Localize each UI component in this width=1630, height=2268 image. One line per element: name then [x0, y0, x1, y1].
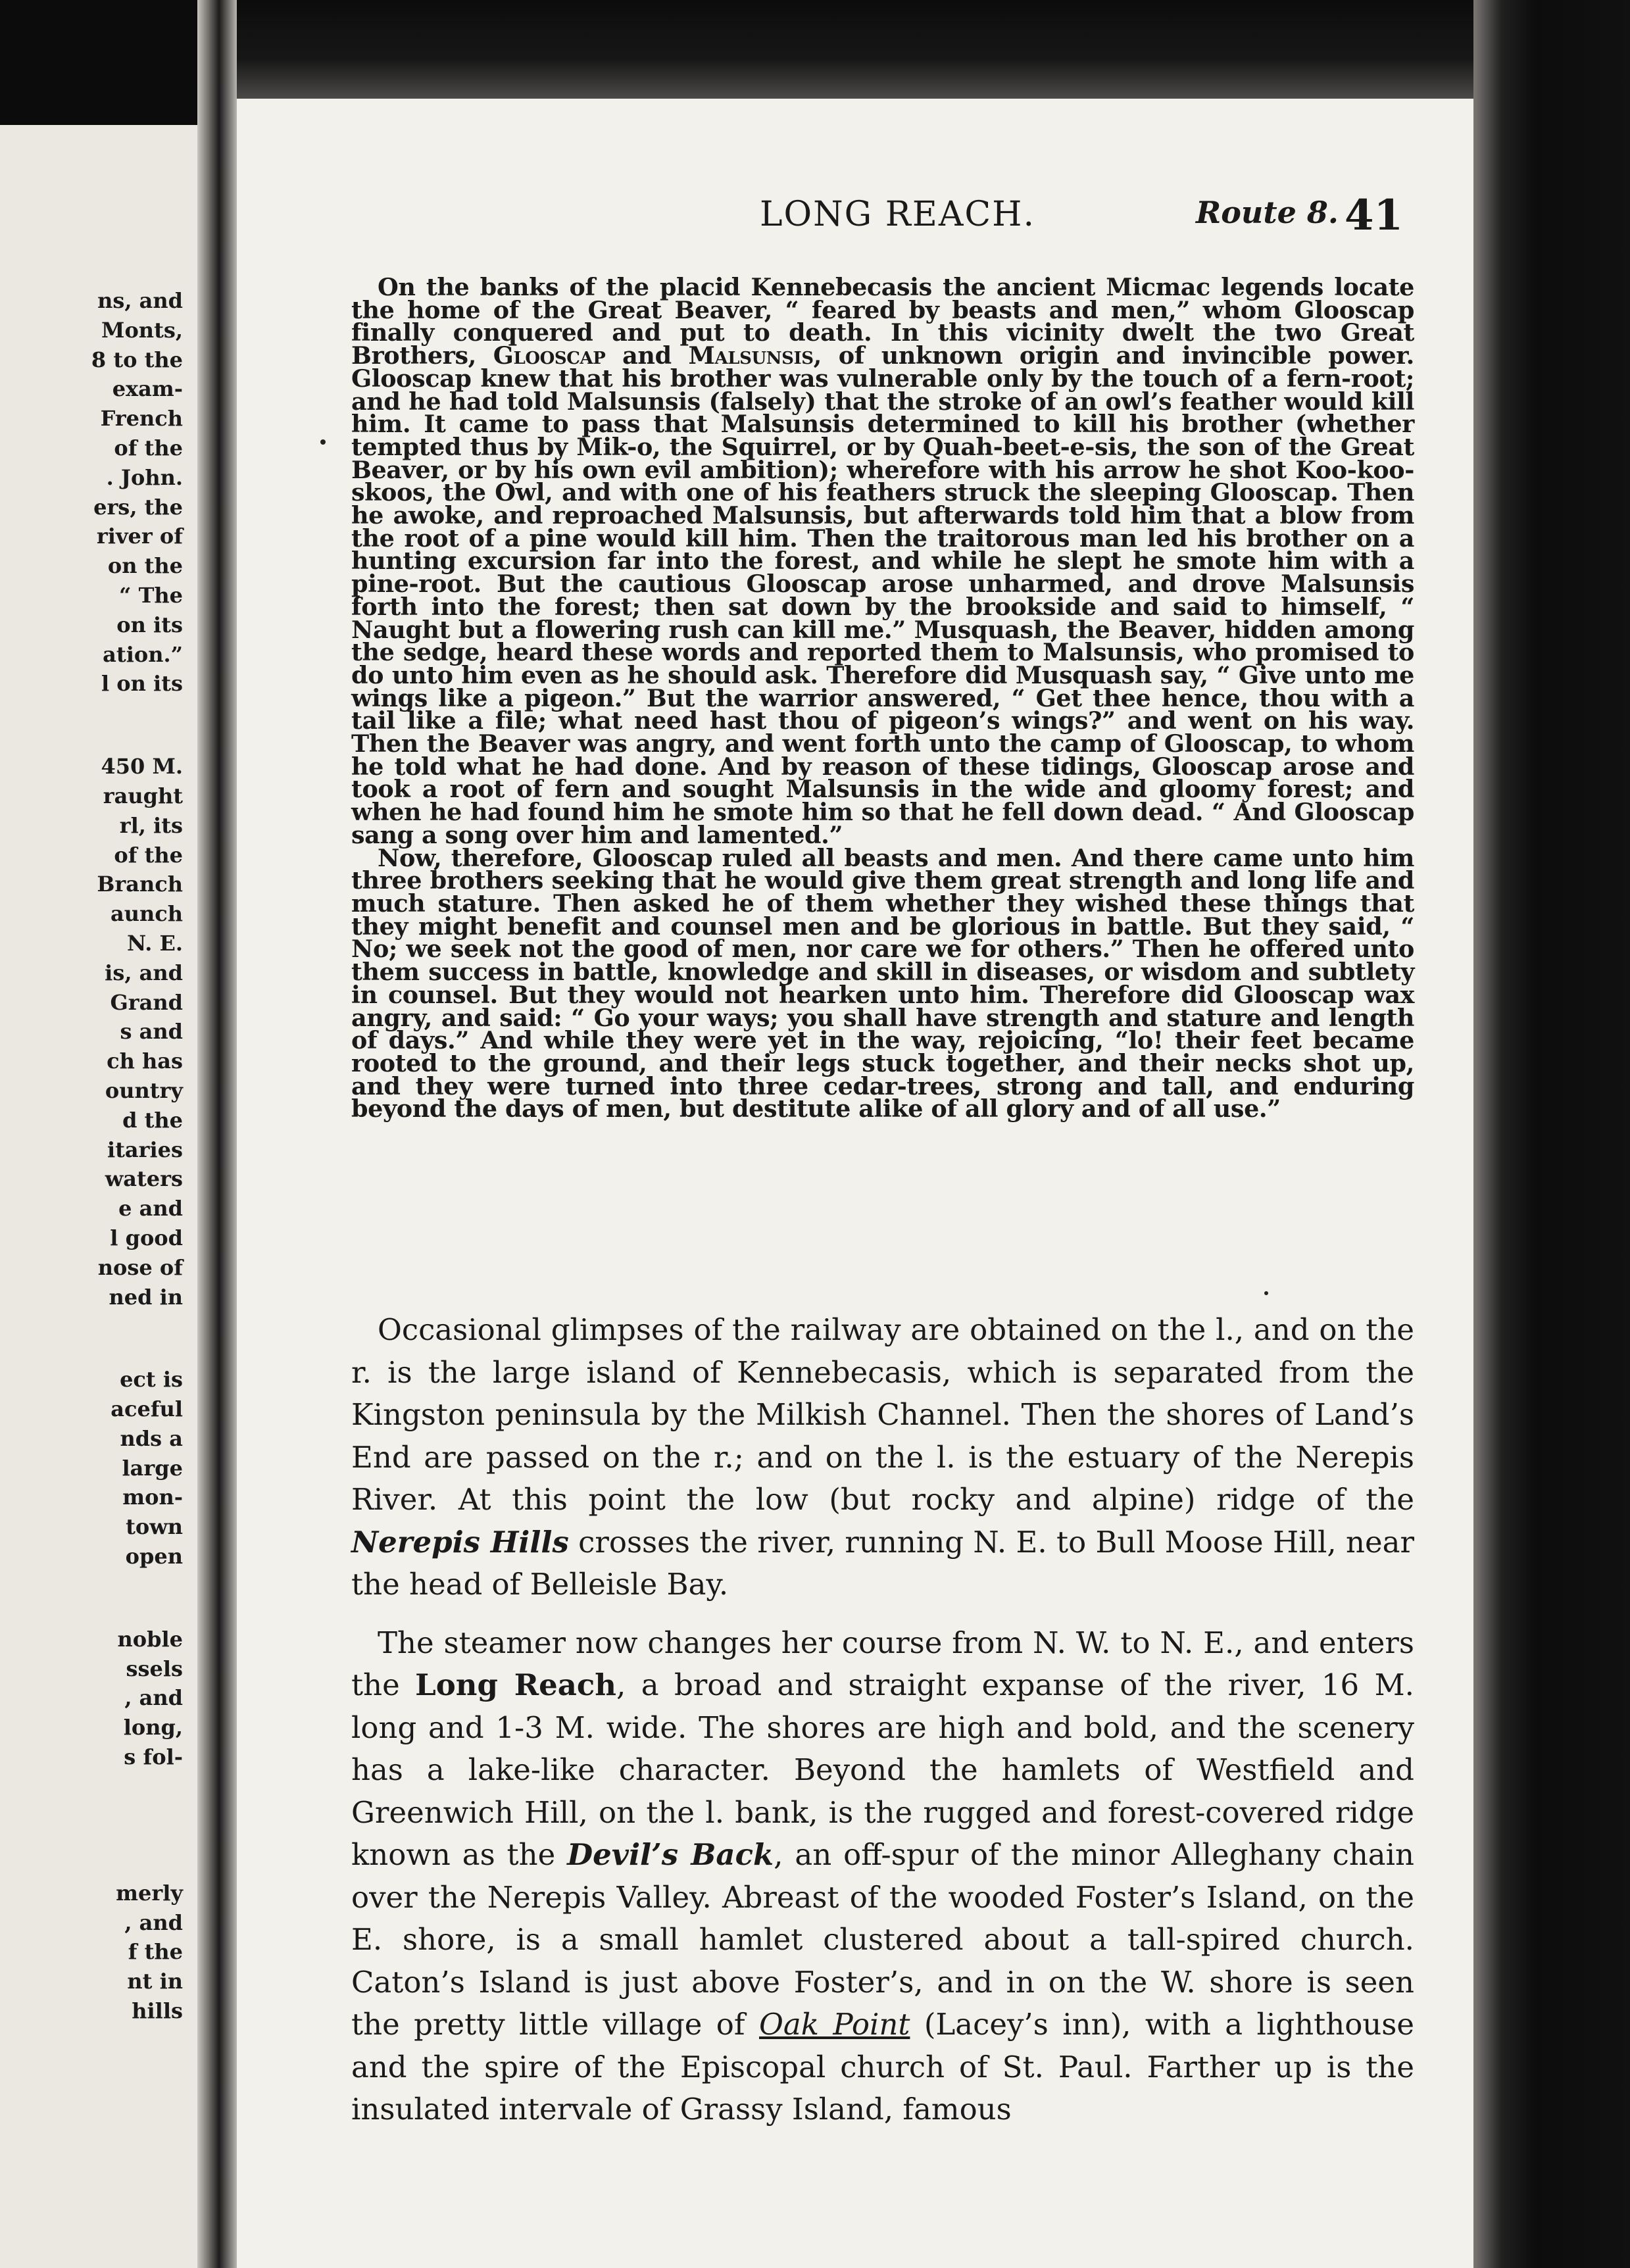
previous-page-line: aunch	[110, 901, 183, 927]
previous-page-line: , and	[124, 1910, 183, 1935]
place-name-long-reach: Long Reach	[415, 1667, 617, 1702]
previous-page-line: s and	[120, 1019, 183, 1045]
previous-page-line: mon-	[122, 1485, 183, 1510]
previous-page-line: l good	[110, 1225, 183, 1250]
previous-page	[0, 125, 197, 2268]
previous-page-line: of the	[114, 435, 183, 460]
line-gap	[0, 1772, 183, 1825]
place-name-oak-point: Oak Point	[759, 2007, 910, 2042]
previous-page-line: Monts,	[101, 317, 183, 343]
previous-page-line: waters	[105, 1166, 183, 1192]
previous-page-line: ountry	[105, 1077, 183, 1103]
line-gap	[0, 1825, 183, 1879]
legend-text: On the banks of the placid Kennebecasis the ancient Micmac legends locate the home of the Great Beaver, “ feared by beasts and men,” whom Glooscap finally conquered and put to death. In this vicinity dwelt the two Great Brothers,	[351, 273, 1414, 370]
place-name-devils-back: Devil’s Back	[567, 1837, 774, 1872]
body-text: , an off-spur of the minor Alleghany chain over the Nerepis Valley. Abreast of the wooded Foster’s Island, on the E. shore, is a small hamlet clustered about a tall-spired church. Caton’s Island is just above Foster’s, and in on the W. shore is seen the pretty little village of	[351, 1837, 1415, 2042]
book-gutter	[197, 0, 237, 2268]
previous-page-line: l on its	[101, 671, 183, 697]
previous-page-line: d the	[122, 1107, 183, 1133]
legend-block	[351, 273, 1414, 1123]
line-gap	[0, 1312, 183, 1365]
line-gap	[0, 699, 183, 752]
previous-page-line: itaries	[107, 1137, 183, 1162]
body-text: Occasional glimpses of the railway are obtained on the l., and on the r. is the large island of Kennebecasis, which is separated from the Kingston peninsula by the Milkish Channel. Then the shores of Land’s End are passed on the r.; and on the l. is the estuary of the Nerepis River. At this point the low (but rocky and alpine) ridge of the	[351, 1312, 1414, 1517]
previous-page-line: f the	[128, 1939, 183, 1965]
previous-page-line: ers, the	[93, 494, 183, 520]
legend-paragraph	[351, 273, 1414, 849]
previous-page-line: ssels	[126, 1656, 183, 1681]
previous-page-line: s fol-	[124, 1744, 183, 1770]
previous-page-line: on the	[107, 553, 183, 579]
previous-page-line: nose of	[97, 1254, 183, 1280]
previous-page-text	[0, 286, 183, 2026]
legend-paragraph: Now, therefore, Glooscap ruled all beasts and men. And there came unto him three brothers seeking that he would give them great strength and long life and much stature. Then asked he of them whether they wished these things that they might benefit and counsel men and be glorious in battle. But they said, “ No; we seek not the good of men, nor care we for others.” Then he offered unto them success in battle, knowledge and skill in diseases, or wisdom and subtlety in counsel. But they would not hearken unto him. Therefore did Glooscap wax angry, and said: “ Go your ways; you shall have strength and stature and length of days.” And while they were yet in the way, rejoicing, “lo! their feet became rooted to the ground, and their legs stuck together, and their necks shot up, and they were turned into three cedar-trees, strong and tall, and enduring beyond the days of men, but destitute alike of all glory and of all use.”	[351, 843, 1414, 1123]
previous-page-line: long,	[123, 1715, 183, 1740]
page-number: 41	[1345, 191, 1404, 240]
stray-mark	[320, 439, 326, 445]
stray-mark	[1264, 1291, 1268, 1295]
body-paragraph	[351, 1309, 1414, 1606]
main-text	[351, 1309, 1414, 2147]
previous-page-line: raught	[103, 783, 183, 808]
previous-page-line: ned in	[109, 1284, 183, 1310]
previous-page-line: “ The	[119, 582, 183, 608]
previous-page-line: . John.	[106, 464, 183, 490]
previous-page-line: nt in	[127, 1969, 183, 1994]
previous-page-line: , and	[124, 1685, 183, 1711]
previous-page-line: 8 to the	[91, 347, 183, 372]
previous-page-line: large	[122, 1455, 183, 1481]
body-text: (Lacey’s inn), with a lighthouse and the spire of the Episcopal church of St. Paul. Farther up is the insulated intervale of Grassy Island, famous	[351, 2007, 1414, 2127]
previous-page-line: is, and	[105, 960, 183, 985]
running-header	[760, 191, 1427, 247]
scan-right-border	[1473, 0, 1630, 2268]
header-title: LONG REACH.	[760, 195, 1036, 234]
previous-page-line: merly	[116, 1880, 183, 1906]
previous-page-line: aceful	[111, 1396, 183, 1422]
previous-page-line: ect is	[120, 1367, 183, 1393]
place-name-nerepis-hills: Nerepis Hills	[351, 1524, 569, 1560]
previous-page-line: exam-	[112, 376, 183, 402]
previous-page-line: rl, its	[119, 812, 183, 838]
legend-name-glooscap: Glooscap	[493, 341, 606, 370]
previous-page-line: of the	[114, 842, 183, 868]
previous-page-line: French	[100, 406, 183, 431]
legend-text: and	[605, 341, 689, 370]
previous-page-line: on its	[116, 612, 183, 637]
previous-page-line: e and	[118, 1196, 183, 1221]
previous-page-line: nds a	[120, 1425, 183, 1451]
header-route: Route 8.	[1196, 195, 1339, 230]
previous-page-line: hills	[132, 1998, 183, 2024]
body-text: , a broad and straight expanse of the river, 16 M. long and 1-3 M. wide. The shores are high and bold, and the scenery has a lake-like character. Beyond the hamlets of Westfield and Greenwich Hill, on the l. bank, is the rugged and forest-covered ridge known as the	[351, 1667, 1414, 1872]
scan-top-border	[197, 0, 1473, 99]
previous-page-line: ns, and	[97, 288, 183, 313]
previous-page-line: Grand	[110, 989, 183, 1015]
previous-page-line: ation.”	[103, 641, 183, 667]
previous-page-line: Branch	[97, 872, 183, 897]
body-text: crosses the river, running N. E. to Bull Moose Hill, near the head of Belleisle Bay.	[351, 1524, 1414, 1602]
previous-page-line: 450 M.	[101, 754, 183, 779]
previous-page-line: N. E.	[126, 930, 183, 956]
previous-page-line: noble	[117, 1626, 183, 1652]
line-gap	[0, 1571, 183, 1625]
body-paragraph	[351, 1622, 1414, 2131]
legend-text: , of unknown origin and invincible power. Glooscap knew that his brother was vulnerable only by the touch of a fern-root; and he had told Malsunsis (falsely) that the stroke of an owl’s feather would kill him. It came to pass that Malsunsis determined to kill his brother (whether tempted thus by Mik-o, the Squirrel, or by Quah-beet-e-sis, the son of the Great Beaver, or by his own evil ambition); wherefore with his arrow he shot Koo-koo-skoos, the Owl, and with one of his feathers struck the sleeping Glooscap. Then he awoke, and reproached Malsunsis, but afterwards told him that a blow from the root of a pine would kill him. Then the traitorous man led his brother on a hunting excursion far into the forest, and while he slept he smote him with a pine-root. But the cautious Glooscap arose unharmed, and drove Malsunsis forth into the forest; then sat down by the brookside and said to himself, “ Naught but a flowering rush can kill me.” Musquash, the Beaver, hidden among the sedge, heard these words and reported them to Malsunsis, who promised to do unto him even as he should ask. Therefore did Musquash say, “ Give unto me wings like a pigeon.” But the warrior answered, “ Get thee hence, thou with a tail like a file; what need hast thou of pigeon’s wings?” and went on his way. Then the Beaver was angry, and went forth unto the camp of Glooscap, to whom he told what he had done. And by reason of these tidings, Glooscap arose and took a root of fern and sought Malsunsis in the wide and gloomy forest; and when he had found him he smote him so that he fell down dead. “ And Glooscap sang a song over him and lamented.”	[351, 341, 1414, 849]
previous-page-line: ch has	[107, 1048, 183, 1074]
body-text: The steamer now changes her course from N. W. to N. E., and enters the	[351, 1625, 1414, 1702]
previous-page-line: town	[126, 1514, 183, 1540]
previous-page-line: river of	[96, 524, 183, 549]
previous-page-line: open	[125, 1544, 183, 1569]
legend-name-malsunsis: Malsunsis	[688, 341, 814, 370]
